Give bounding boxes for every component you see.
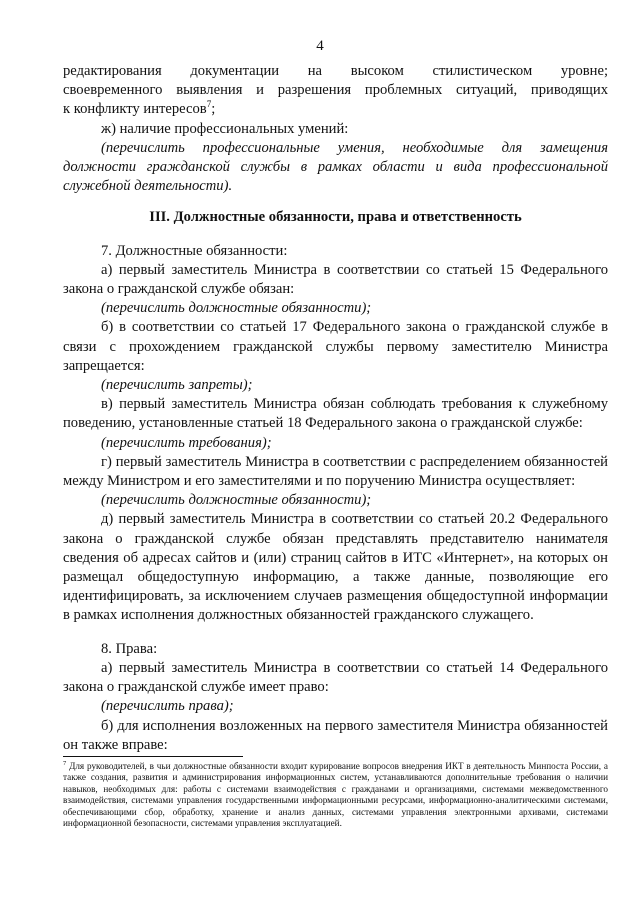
text-line: своевременного выявления и разрешения проблемных ситуаций, приводящих	[63, 82, 608, 99]
section-heading: III. Должностные обязанности, права и ответственность	[149, 209, 522, 226]
text-line	[63, 100, 608, 119]
clause-8b: б) для исполнения возложенных на первого заместителя Министра обязанностей он также вправе:	[63, 717, 608, 753]
footnote-divider	[63, 756, 243, 757]
document-body	[63, 62, 608, 755]
instruction-note: (перечислить должностные обязанности);	[101, 300, 372, 317]
footnote	[63, 761, 608, 829]
clause-8-title: 8. Права:	[101, 640, 158, 657]
instruction-note: (перечислить профессиональные умения, необходимые для замещения должности гражданской службы в рамках области и вида профессиональной служебной деятельности).	[63, 139, 608, 195]
clause-7v: в) первый заместитель Министра обязан соблюдать требования к служебному поведению, установленные статьей 18 Федерального закона о гражданской службе:	[63, 396, 608, 432]
page-number: 4	[316, 38, 324, 54]
footnote-mark: 7	[63, 759, 67, 767]
clause-8a: а) первый заместитель Министра в соответствии со статьей 14 Федерального закона о гражданской службе имеет право:	[63, 659, 608, 696]
text-fragment: ;	[211, 101, 216, 118]
clause-7b: б) в соответствии со статьей 17 Федерального закона о гражданской службе в связи с прохождением гражданской службы первому заместителю Министра запрещается:	[63, 319, 608, 374]
instruction-note: (перечислить права);	[101, 698, 234, 715]
clause-7d: д) первый заместитель Министра в соответствии со статьей 20.2 Федерального закона о гражданской службе обязан представлять представителю нанимателя сведения об адресах сайтов и (или) страниц сайтов в ИТС «Интернет», на которых он размещал общедоступную информацию, а также данные, позволяющие его идентифицировать, за исключением случаев размещения общедоступной информации в рамках исполнения должностных обязанностей гражданского служащего.	[63, 511, 608, 624]
instruction-note: (перечислить должностные обязанности);	[101, 492, 372, 509]
clause-7g: г) первый заместитель Министра в соответствии с распределением обязанностей между Министром и его заместителями и по поручению Министра осуществляет:	[63, 453, 608, 490]
clause-7-title: 7. Должностные обязанности:	[101, 242, 288, 259]
instruction-note: (перечислить запреты);	[101, 377, 253, 394]
footnote-text: Для руководителей, в чьи должностные обязанности входит курирование вопросов внедрения ИКТ в деятельность Минпоста России, а также создания, развития и администрирования информационных систем, устанавливаются дополнительные требования о наличии навыков, необходимых для: работы с системами взаимодействия с гражданами и организациями, системами межведомственного взаимодействия, системами управления государственными информационными ресурсами, информационно-аналитическими системами, обеспечивающими сбор, обработку, хранение и анализ данных, системами управления электронными архивами, системами информационной безопасности, системами управления эксплуатацией.	[63, 761, 608, 829]
clause-7a: а) первый заместитель Министра в соответствии со статьей 15 Федерального закона о гражданской службе обязан:	[63, 261, 608, 298]
footnote-reference: 7	[206, 99, 212, 110]
instruction-note: (перечислить требования);	[101, 434, 272, 451]
list-item-zh: ж) наличие профессиональных умений:	[101, 120, 349, 137]
text-line: редактирования документации на высоком стилистическом уровне;	[63, 63, 608, 79]
text-fragment: к конфликту интересов	[63, 101, 207, 118]
spacer	[63, 626, 608, 640]
